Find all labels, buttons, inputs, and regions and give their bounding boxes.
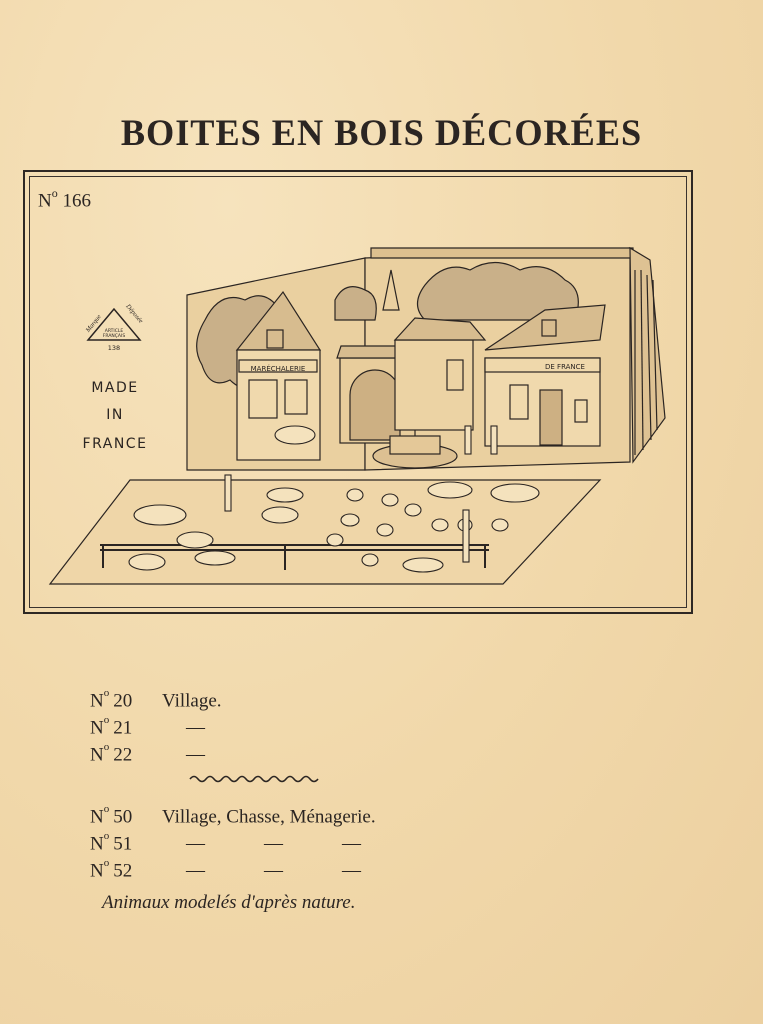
list-item: $N^o$ 51 — — — [90, 830, 361, 855]
svg-text:DE FRANCE: DE FRANCE [545, 363, 585, 371]
svg-text:Marque: Marque [84, 313, 103, 334]
list-item: $N^o$ 52 — — — [90, 857, 361, 882]
model-number: $N^o$ 166 [38, 186, 91, 212]
decorative-divider [188, 774, 323, 784]
svg-text:138: 138 [107, 344, 121, 352]
list-item: $N^o$ 50 Village, Chasse, Ménagerie. [90, 803, 376, 828]
made-in-line-2: IN [106, 407, 124, 423]
svg-text:Déposée: Déposée [124, 303, 145, 325]
svg-text:MARÉCHALERIE: MARÉCHALERIE [250, 365, 306, 373]
footnote: Animaux modelés d'après nature. [102, 892, 356, 913]
list-item: $N^o$ 20 Village. [90, 687, 222, 712]
svg-text:FRANÇAIS: FRANÇAIS [102, 334, 126, 339]
made-in-line-3: FRANCE [82, 436, 148, 452]
page-title: BOITES EN BOIS DÉCORÉES [120, 113, 643, 154]
list-item: $N^o$ 22 — [90, 741, 205, 766]
svg-text:ARTICLE: ARTICLE [104, 329, 124, 334]
list-item: $N^o$ 21 — [90, 714, 205, 739]
made-in-line-1: MADE [91, 380, 139, 396]
toy-box-illustration [45, 240, 670, 595]
